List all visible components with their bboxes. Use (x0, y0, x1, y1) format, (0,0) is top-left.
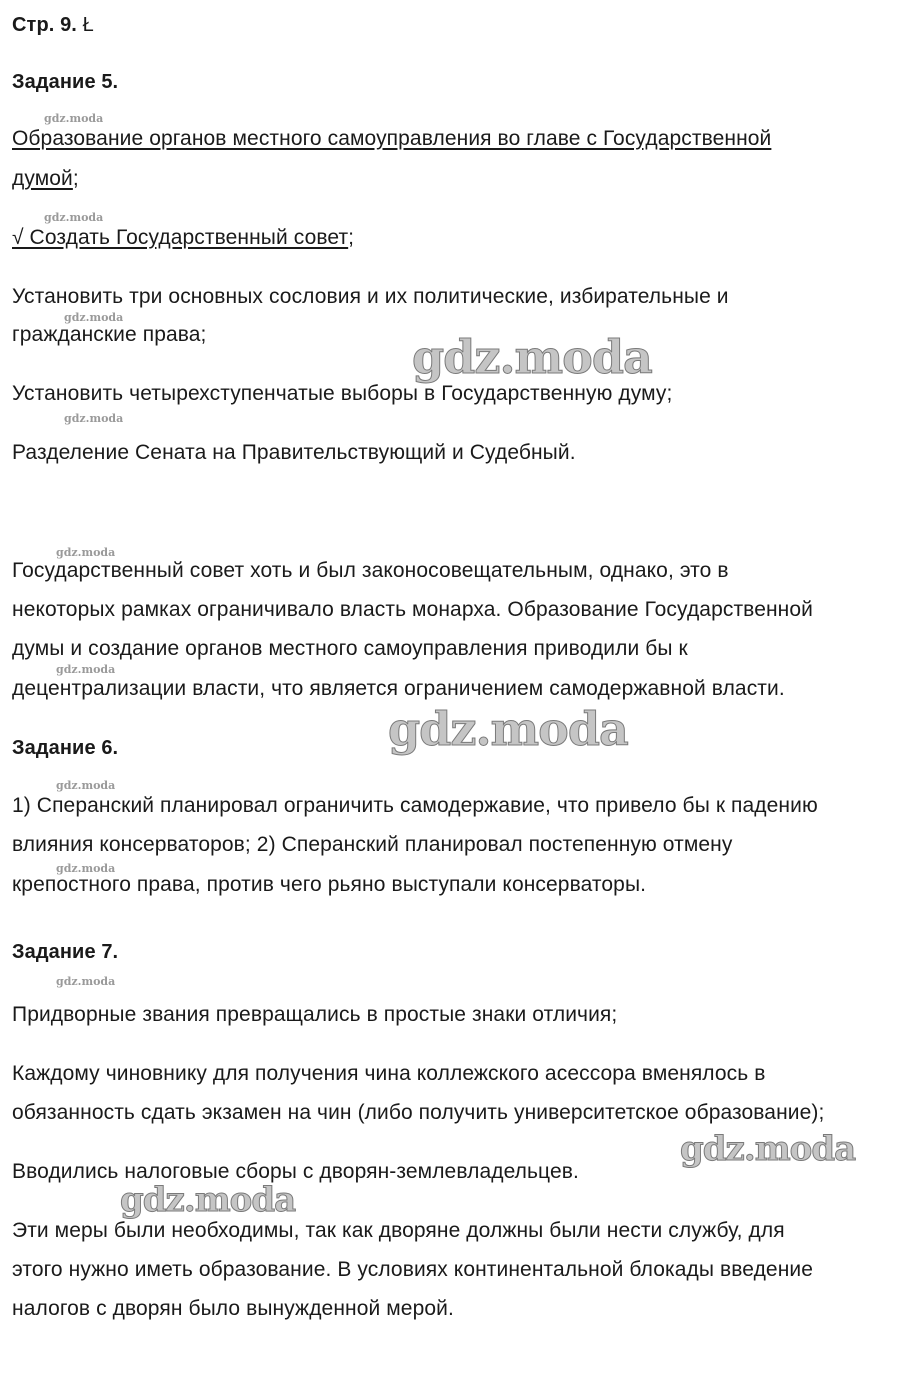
task-5-explanation-line-3: думы и создание органов местного самоуправления приводили бы к (12, 637, 688, 660)
task-5-option-1-line-2: думой; (12, 167, 79, 190)
watermark-large: gdz.moda (120, 1180, 296, 1220)
task-5-option-4: Установить четырехступенчатые выборы в Государственную думу; (12, 382, 673, 405)
watermark-small: gdz.moda (56, 975, 116, 988)
task-5-option-3-line-2: гражданские права; (12, 323, 207, 346)
task-7-item-1: Придворные звания превращались в простые знаки отличия; (12, 1003, 618, 1026)
task-7-item-3: Вводились налоговые сборы с дворян-землевладельцев. (12, 1160, 579, 1183)
task-7-item-2-line-1: Каждому чиновнику для получения чина коллежского асессора вменялось в (12, 1062, 766, 1085)
watermark-small: gdz.moda (64, 311, 124, 324)
watermark-large: gdz.moda (680, 1129, 856, 1169)
task-5-option-5: Разделение Сената на Правительствующий и Судебный. (12, 441, 576, 464)
task-7-explanation-line-2: этого нужно иметь образование. В условиях континентальной блокады введение (12, 1258, 814, 1281)
task-7-explanation-line-3: налогов с дворян было вынужденной мерой. (12, 1297, 454, 1320)
task-5-option-2-checked: √ Создать Государственный совет; (12, 226, 355, 249)
watermark-large: gdz.moda (388, 702, 628, 756)
task-6-title: Задание 6. (12, 737, 119, 759)
task-5-title: Задание 5. (12, 71, 119, 93)
watermark-small: gdz.moda (44, 112, 104, 125)
watermark-small: gdz.moda (64, 412, 124, 425)
watermark-large: gdz.moda (412, 330, 652, 384)
watermark-small: gdz.moda (44, 211, 104, 224)
page-reference: Стр. 9. Ł (12, 14, 94, 36)
task-7-item-2-line-2: обязанность сдать экзамен на чин (либо получить университетское образование); (12, 1101, 825, 1124)
task-6-answer-line-3: крепостного права, против чего рьяно выступали консерваторы. (12, 873, 647, 896)
watermark-small: gdz.moda (56, 546, 116, 559)
watermark-small: gdz.moda (56, 779, 116, 792)
watermark-small: gdz.moda (56, 862, 116, 875)
watermark-small: gdz.moda (56, 663, 116, 676)
task-5-explanation-line-1: Государственный совет хоть и был законосовещательным, однако, это в (12, 559, 729, 582)
task-5-option-3-line-1: Установить три основных сословия и их политические, избирательные и (12, 285, 729, 308)
task-7-title: Задание 7. (12, 941, 119, 963)
task-5-explanation-line-2: некоторых рамках ограничивало власть монарха. Образование Государственной (12, 598, 813, 621)
task-6-answer-line-1: 1) Сперанский планировал ограничить самодержавие, что привело бы к падению (12, 794, 818, 817)
task-7-explanation-line-1: Эти меры были необходимы, так как дворяне должны были нести службу, для (12, 1219, 785, 1242)
task-6-answer-line-2: влияния консерваторов; 2) Сперанский планировал постепенную отмену (12, 833, 733, 856)
task-5-explanation-line-4: децентрализации власти, что является ограничением самодержавной власти. (12, 677, 785, 700)
task-5-option-1-line-1: Образование органов местного самоуправления во главе с Государственной (12, 127, 772, 150)
